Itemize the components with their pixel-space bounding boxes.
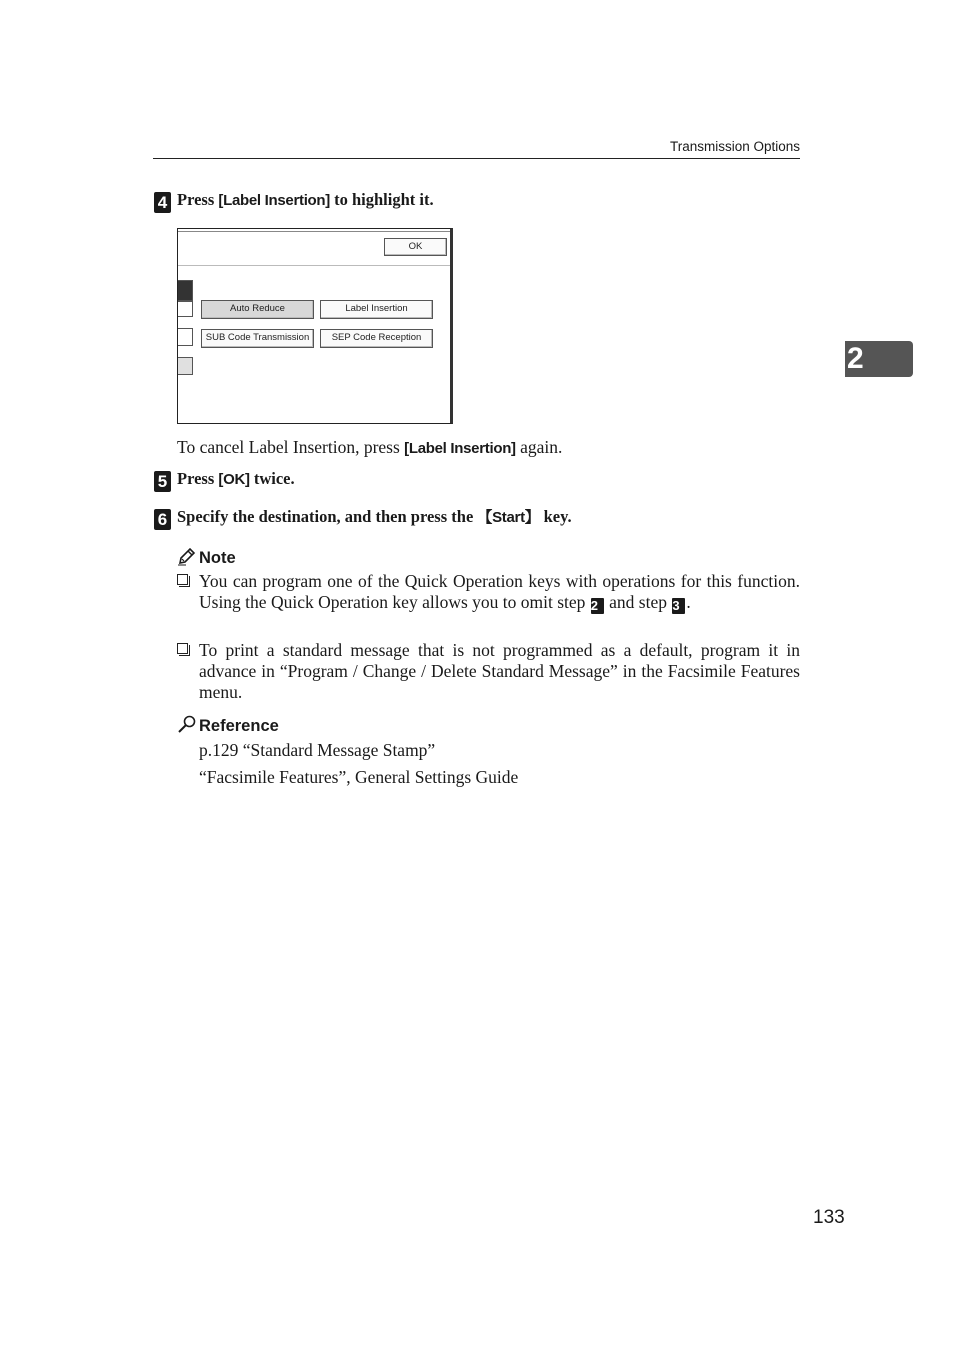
step-number-badge: 4 [154, 192, 171, 213]
note-heading [177, 546, 236, 568]
note-heading-label: Note [199, 549, 236, 567]
running-header: Transmission Options [669, 139, 800, 154]
cancel-text-after: again. [515, 437, 563, 457]
side-tab[interactable] [178, 328, 193, 346]
step-ref-badge: 3 [672, 598, 685, 614]
step-text-before: Press [177, 469, 219, 488]
step-4 [154, 190, 434, 213]
screenshot-panel [177, 228, 453, 424]
reference-heading-label: Reference [199, 717, 279, 735]
side-tab[interactable] [178, 357, 193, 375]
step-key-label: [Label Insertion] [218, 192, 330, 209]
note-item-text: To print a standard message that is not programmed as a default, program it in advance in “Program / Change / Delete Standard Message” in the Facsimile Features menu. [199, 640, 800, 702]
checkbox-bullet-icon [177, 643, 188, 654]
side-tab[interactable] [178, 301, 193, 317]
magnifier-icon [177, 714, 197, 734]
step-text-after: to highlight it. [329, 190, 434, 209]
sep-code-reception-button[interactable]: SEP Code Reception [320, 329, 433, 348]
step-6 [154, 506, 572, 530]
step-text-after: key. [539, 507, 572, 526]
note-item [177, 571, 800, 614]
step-key-label: 【Start】 [477, 509, 540, 526]
pencil-icon [177, 546, 197, 566]
step-5 [154, 469, 295, 492]
cancel-text-before: To cancel Label Insertion, press [177, 437, 405, 457]
note-item [177, 640, 800, 703]
panel-top-line [178, 231, 450, 232]
step-text-before: Specify the destination, and then press the [177, 507, 478, 526]
step-ref-badge: 2 [591, 598, 604, 614]
step-text-before: Press [177, 190, 219, 209]
step-number-badge: 5 [154, 471, 171, 492]
step-key-label: [OK] [218, 471, 250, 488]
step-number-badge: 6 [154, 509, 171, 530]
reference-link[interactable]: “Facsimile Features”, General Settings Guide [199, 767, 519, 787]
ok-button[interactable]: OK [384, 238, 447, 256]
auto-reduce-button[interactable]: Auto Reduce [201, 300, 314, 319]
reference-heading [177, 714, 279, 736]
panel-divider [178, 265, 450, 266]
reference-link[interactable]: p.129 “Standard Message Stamp” [199, 740, 436, 760]
side-tab-active[interactable] [178, 280, 193, 301]
note-item-text: You can program one of the Quick Operation keys with operations for this function. Using the Quick Operation key allows you to omit step 2 and step 3 . [199, 571, 800, 613]
cancel-instruction [177, 437, 562, 459]
header-rule [153, 158, 800, 159]
step-text-after: twice. [249, 469, 295, 488]
checkbox-bullet-icon [177, 574, 188, 585]
label-insertion-button[interactable]: Label Insertion [320, 300, 433, 319]
chapter-tab: 2 [845, 341, 913, 377]
cancel-key-label: [Label Insertion] [404, 440, 516, 457]
sub-code-transmission-button[interactable]: SUB Code Transmission [201, 329, 314, 348]
page-number: 133 [813, 1207, 845, 1228]
